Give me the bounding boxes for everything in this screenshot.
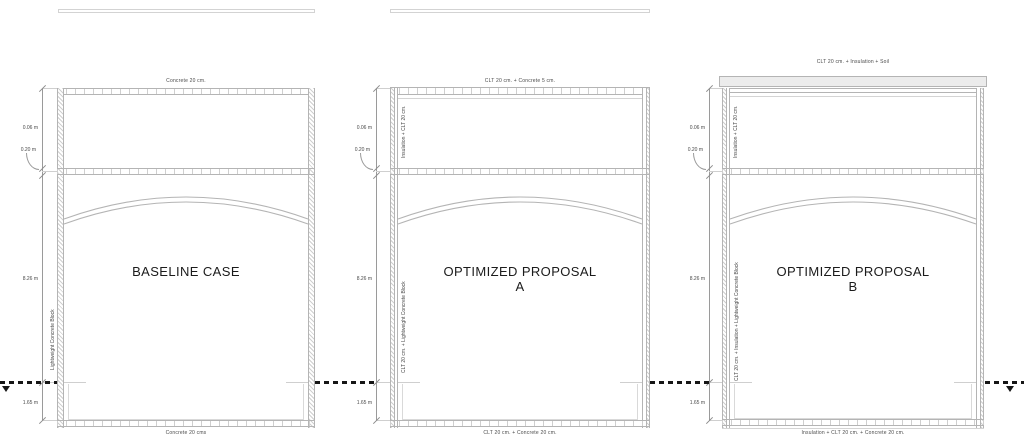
floor-slab bbox=[57, 420, 315, 427]
dim-upper-height: 0.06 m bbox=[356, 125, 372, 131]
upper-wall-material-label: Insulation + CLT 20 cm. bbox=[401, 105, 407, 159]
vault-arc bbox=[57, 88, 315, 388]
basement-lining bbox=[402, 384, 638, 420]
ground-line-segment bbox=[0, 381, 57, 384]
floor-slab bbox=[722, 419, 984, 426]
dim-slab-thickness: 0.20 m bbox=[687, 147, 703, 153]
roof-material-label: CLT 20 cm. + Concrete 5 cm. bbox=[484, 78, 556, 84]
panel-title: OPTIMIZED PROPOSAL bbox=[443, 264, 597, 279]
upper-wall-material-label: Insulation + CLT 20 cm. bbox=[733, 105, 739, 159]
vault-arc bbox=[390, 88, 650, 388]
dim-main-height: 8.26 m bbox=[689, 276, 705, 282]
dim-leader-curve bbox=[26, 153, 39, 170]
basement-lining bbox=[68, 384, 304, 420]
dim-main-height: 8.26 m bbox=[22, 276, 38, 282]
ext-bottom bbox=[376, 420, 390, 421]
vault-arc-outer bbox=[398, 197, 642, 219]
wall-material-label: CLT 20 cm. + Insulation + Lightweight Concrete Block bbox=[734, 262, 740, 382]
ext-top bbox=[42, 88, 57, 89]
vault-arc-inner bbox=[64, 202, 308, 224]
ground-level-marker bbox=[2, 386, 10, 392]
floor-slab bbox=[390, 420, 650, 427]
dimension-line bbox=[376, 88, 377, 420]
wall-material-label: CLT 20 cm. + Lightweight Concrete Block bbox=[401, 281, 407, 373]
floor-insulation-line bbox=[722, 428, 984, 429]
ext-ground bbox=[709, 382, 722, 383]
dimension-line bbox=[709, 88, 710, 420]
dim-below-grade: 1.65 m bbox=[356, 400, 372, 406]
ext-ground bbox=[376, 382, 390, 383]
ground-stub-right bbox=[286, 382, 308, 383]
vault-arc-outer bbox=[730, 197, 976, 219]
ground-line-segment bbox=[650, 381, 709, 384]
ground-line-segment bbox=[985, 381, 1024, 384]
dim-below-grade: 1.65 m bbox=[689, 400, 705, 406]
roof-material-label: CLT 20 cm. + Insulation + Soil bbox=[816, 59, 890, 65]
dim-below-grade: 1.65 m bbox=[22, 400, 38, 406]
ground-line-segment bbox=[315, 381, 376, 384]
upper-slab-bar bbox=[58, 9, 315, 13]
dimension-line bbox=[42, 88, 43, 420]
ext-top bbox=[376, 88, 390, 89]
ground-stub-right bbox=[620, 382, 642, 383]
vault-arc-outer bbox=[64, 197, 308, 219]
panel-title-line2: B bbox=[848, 279, 858, 294]
roof-material-label: Concrete 20 cm. bbox=[166, 78, 206, 84]
dim-leader-curve bbox=[360, 153, 373, 170]
vault-arc-inner bbox=[730, 202, 976, 224]
panel-title: OPTIMIZED PROPOSAL bbox=[776, 264, 930, 279]
dim-leader-curve bbox=[693, 153, 706, 170]
floor-material-label: Concrete 20 cms bbox=[165, 430, 207, 436]
dim-slab-thickness: 0.20 m bbox=[354, 147, 370, 153]
dim-upper-height: 0.06 m bbox=[689, 125, 705, 131]
ground-stub-left bbox=[730, 382, 752, 383]
roof-soil-slab bbox=[719, 76, 987, 87]
ext-top bbox=[709, 88, 722, 89]
dim-slab-thickness: 0.20 m bbox=[20, 147, 36, 153]
ground-level-marker bbox=[1006, 386, 1014, 392]
floor-material-label: Insulation + CLT 20 cm. + Concrete 20 cm. bbox=[801, 430, 905, 436]
vault-arc-inner bbox=[398, 202, 642, 224]
panel-title: BASELINE CASE bbox=[132, 264, 240, 279]
upper-slab-bar bbox=[390, 9, 650, 13]
ground-stub-right bbox=[954, 382, 976, 383]
dim-main-height: 8.26 m bbox=[356, 276, 372, 282]
vault-arc bbox=[722, 88, 984, 388]
panel-title-line2: A bbox=[515, 279, 525, 294]
ground-stub-left bbox=[398, 382, 420, 383]
wall-material-label: Lightweight Concrete Block bbox=[50, 309, 56, 371]
ground-stub-left bbox=[64, 382, 86, 383]
ext-bottom bbox=[709, 420, 722, 421]
dim-upper-height: 0.06 m bbox=[22, 125, 38, 131]
floor-material-label: CLT 20 cm. + Concrete 20 cm. bbox=[483, 430, 557, 436]
ext-bottom bbox=[42, 420, 57, 421]
basement-lining bbox=[734, 384, 972, 419]
